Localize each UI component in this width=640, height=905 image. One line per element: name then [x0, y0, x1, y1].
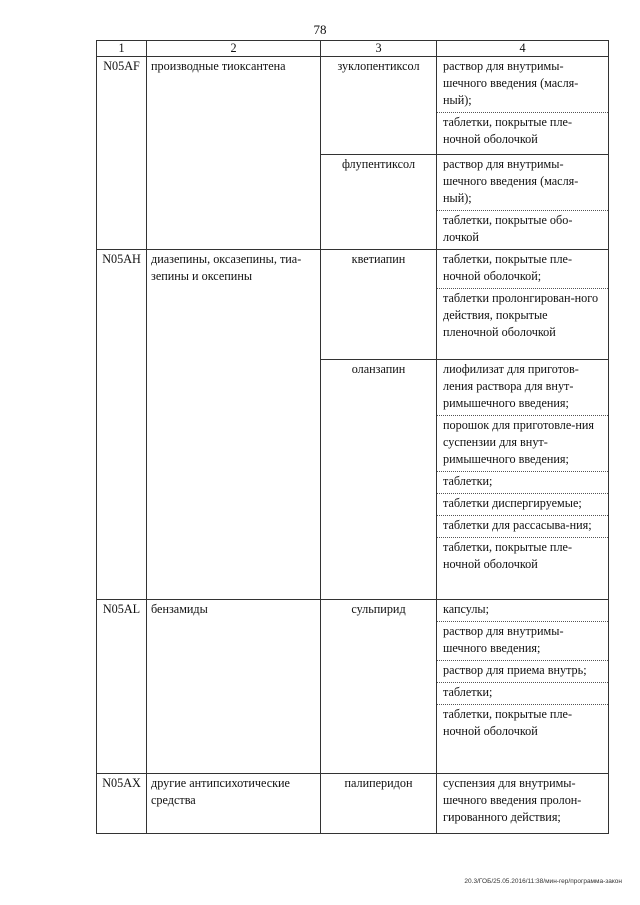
dosage-forms — [437, 774, 609, 834]
column-header: 3 — [321, 41, 437, 57]
atc-code: N05AH — [97, 250, 147, 600]
group-name: производные тиоксантена — [147, 57, 321, 250]
drug-name: палиперидон — [321, 774, 437, 834]
dosage-form: лиофилизат для приготов-ления раствора для внут-римышечного введения; — [443, 362, 579, 410]
dosage-form: таблетки, покрытые пле-ночной оболочкой — [437, 112, 608, 151]
dosage-forms — [437, 155, 609, 250]
dosage-form: таблетки, покрытые пле-ночной оболочкой — [437, 704, 608, 743]
column-header: 4 — [437, 41, 609, 57]
column-header: 1 — [97, 41, 147, 57]
dosage-form: суспензия для внутримы-шечного введения пролон-гированного действия; — [443, 776, 582, 824]
column-header: 2 — [147, 41, 321, 57]
dosage-form: раствор для внутримы-шечного введения; — [437, 621, 608, 660]
dosage-forms — [437, 250, 609, 360]
dosage-form: раствор для внутримы-шечного введения (масля-ный); — [443, 157, 579, 205]
dosage-form: таблетки диспергируемые; — [437, 493, 608, 515]
dosage-forms — [437, 360, 609, 600]
group-name: бензамиды — [147, 600, 321, 774]
table-row — [97, 600, 609, 774]
group-name: другие антипсихотические средства — [147, 774, 321, 834]
table-row — [97, 250, 609, 360]
dosage-form: раствор для внутримы-шечного введения (масля-ный); — [443, 59, 579, 107]
drug-name: сульпирид — [321, 600, 437, 774]
group-name: диазепины, оксазепины, тиа-зепины и оксепины — [147, 250, 321, 600]
dosage-forms — [437, 57, 609, 155]
drug-name: флупентиксол — [321, 155, 437, 250]
table-row — [97, 57, 609, 155]
dosage-form: таблетки; — [437, 471, 608, 493]
dosage-form: таблетки пролонгирован-ного действия, покрытые пленочной оболочкой — [437, 288, 608, 344]
drug-name: зуклопентиксол — [321, 57, 437, 155]
dosage-form: раствор для приема внутрь; — [437, 660, 608, 682]
footer-stamp: 20.3/ГОБ/25.05.2016/11:38/мин-гер/программа-закон — [464, 878, 622, 885]
header-row — [97, 41, 609, 57]
dosage-form: таблетки; — [437, 682, 608, 704]
atc-code: N05AL — [97, 600, 147, 774]
dosage-form: таблетки, покрытые пле-ночной оболочкой; — [443, 252, 572, 283]
page-number: 78 — [313, 22, 327, 37]
dosage-forms — [437, 600, 609, 774]
dosage-form: таблетки, покрытые обо-лочкой — [437, 210, 608, 249]
dosage-form: таблетки для рассасыва-ния; — [437, 515, 608, 537]
drug-table — [96, 40, 609, 834]
table-row — [97, 774, 609, 834]
dosage-form: таблетки, покрытые пле-ночной оболочкой — [437, 537, 608, 576]
dosage-form: порошок для приготовле-ния суспензии для внут-римышечного введения; — [437, 415, 608, 471]
atc-code: N05AX — [97, 774, 147, 834]
dosage-form: капсулы; — [443, 602, 489, 616]
drug-name: кветиапин — [321, 250, 437, 360]
drug-name: оланзапин — [321, 360, 437, 600]
atc-code: N05AF — [97, 57, 147, 250]
